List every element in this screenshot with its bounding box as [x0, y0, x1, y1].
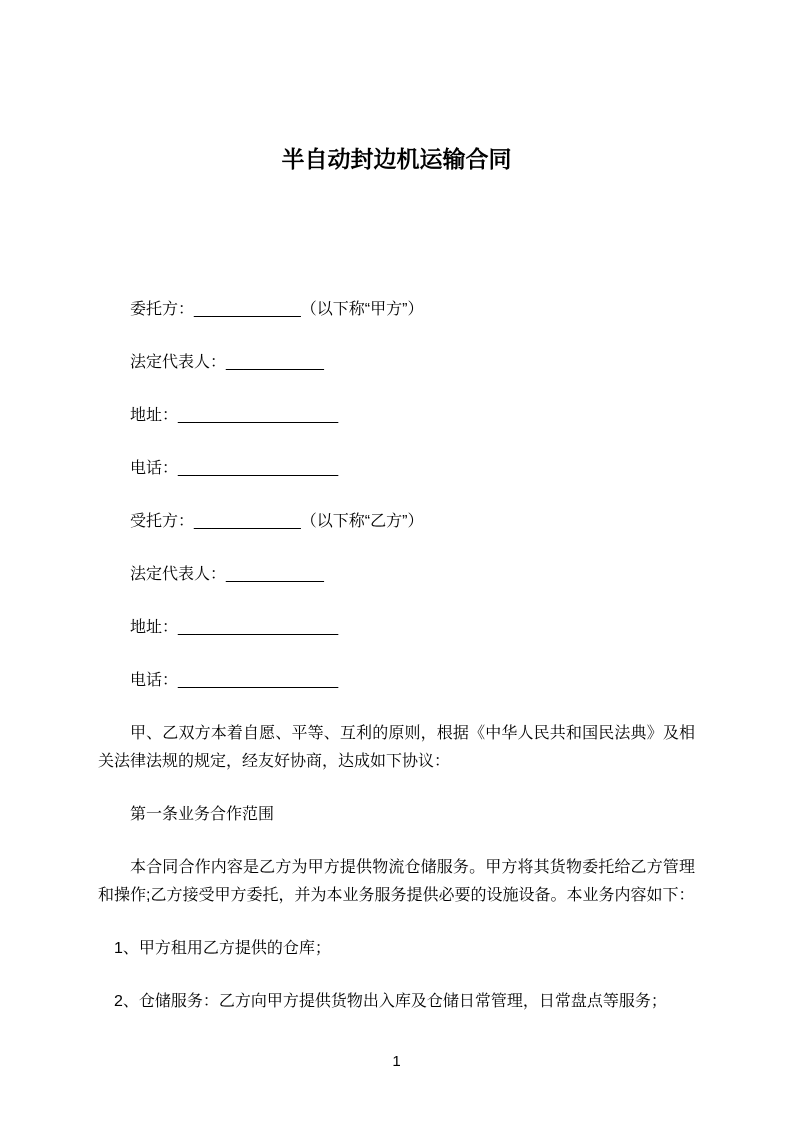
field-suffix: （以下称“甲方”）	[300, 301, 424, 318]
article-1-item-1: 1、甲方租用乙方提供的仓库；	[114, 940, 331, 957]
field-label: 法定代表人：	[130, 354, 227, 371]
page-number: 1	[392, 1053, 401, 1070]
field-label: 受托方：	[130, 513, 195, 530]
field-line-address-b	[98, 614, 695, 642]
field-line-phone-b	[98, 667, 695, 695]
field-blank: __________________	[178, 407, 339, 424]
field-label: 地址：	[130, 619, 179, 636]
field-label: 电话：	[130, 460, 179, 477]
contract-title: 半自动封边机运输合同	[281, 146, 512, 172]
field-blank: ____________	[194, 301, 301, 318]
field-line-legal-representative-a	[98, 349, 695, 377]
field-suffix: （以下称“乙方”）	[300, 513, 424, 530]
preamble-paragraph: 甲、乙双方本着自愿、平等、互利的原则，根据《中华人民共和国民法典》及相关法律法规的规定，经友好协商，达成如下协议：	[98, 725, 695, 770]
article-1-body: 本合同合作内容是乙方为甲方提供物流仓储服务。甲方将其货物委托给乙方管理和操作;乙方接受甲方委托，并为本业务服务提供必要的设施设备。本业务内容如下：	[98, 859, 695, 904]
field-line-entrusting-party	[98, 296, 695, 324]
field-blank: ___________	[226, 354, 324, 371]
article-1-heading: 第一条业务合作范围	[130, 806, 275, 823]
article-1-item-2: 2、仓储服务：乙方向甲方提供货物出入库及仓储日常管理，日常盘点等服务；	[114, 993, 667, 1010]
field-blank: __________________	[178, 619, 339, 636]
field-line-entrusted-party	[98, 508, 695, 536]
field-label: 委托方：	[130, 301, 195, 318]
field-blank: __________________	[178, 672, 339, 689]
field-label: 电话：	[130, 672, 179, 689]
field-blank: ___________	[226, 566, 324, 583]
field-label: 法定代表人：	[130, 566, 227, 583]
field-line-address-a	[98, 402, 695, 430]
field-line-legal-representative-b	[98, 561, 695, 589]
field-line-phone-a	[98, 455, 695, 483]
field-blank: __________________	[178, 460, 339, 477]
field-blank: ____________	[194, 513, 301, 530]
field-label: 地址：	[130, 407, 179, 424]
